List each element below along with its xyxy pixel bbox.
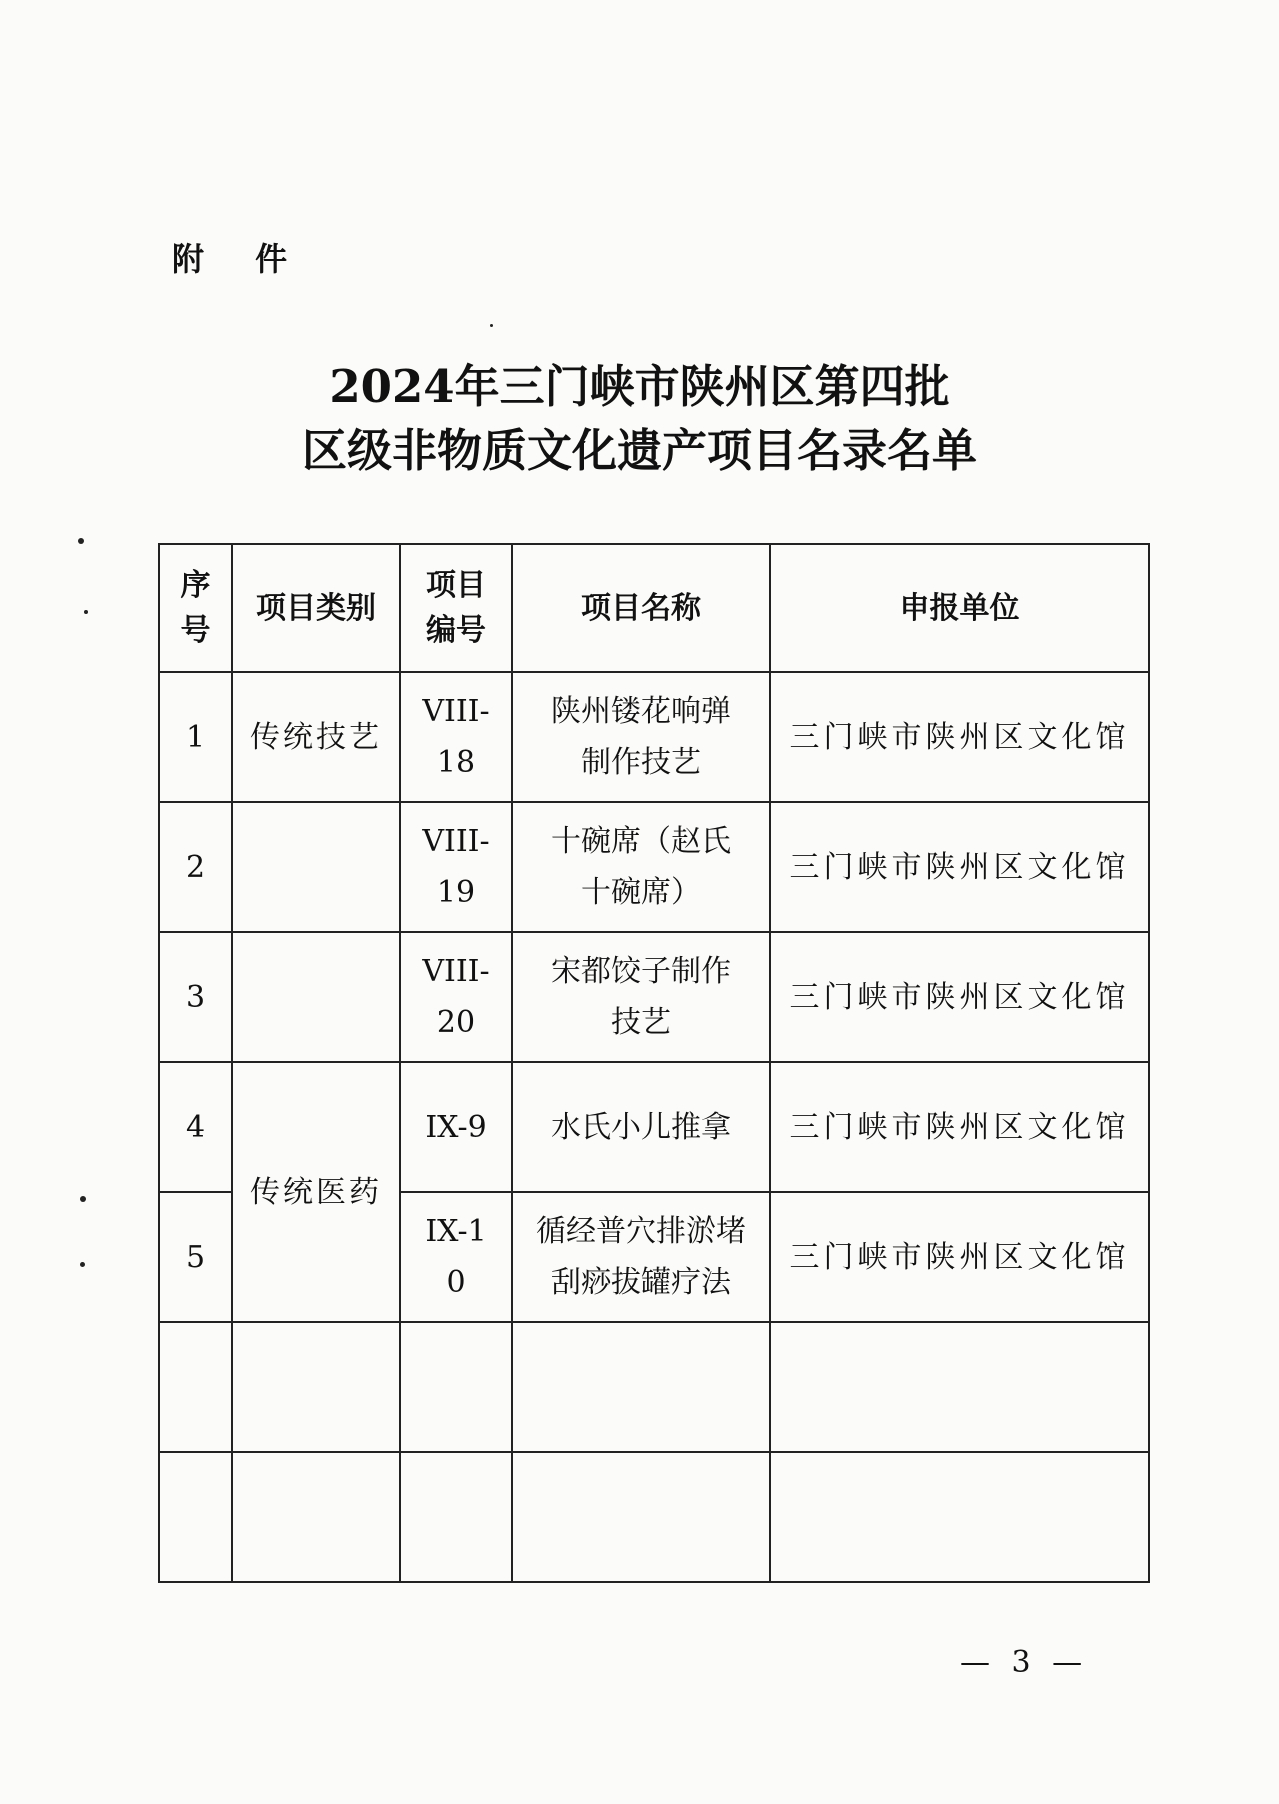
cell-unit: 三门峡市陕州区文化馆: [770, 672, 1149, 802]
cell-unit: [770, 1322, 1149, 1452]
table-row: [159, 932, 1149, 1062]
cell-seq: 4: [159, 1062, 232, 1192]
table-row: [159, 1322, 1149, 1452]
cell-code: VIII-19: [400, 802, 512, 932]
page-number: — 3 —: [960, 1645, 1089, 1680]
header-code: 项目编号: [400, 544, 512, 672]
cell-category: 传统医药: [232, 1062, 400, 1322]
table-row: [159, 1452, 1149, 1582]
cell-category: [232, 932, 400, 1062]
cell-code: IX-9: [400, 1062, 512, 1192]
cell-name: [512, 1322, 770, 1452]
cell-unit: 三门峡市陕州区文化馆: [770, 1062, 1149, 1192]
cell-category: 传统技艺: [232, 672, 400, 802]
scan-speck: [84, 610, 88, 614]
cell-seq: [159, 1452, 232, 1582]
cell-seq: [159, 1322, 232, 1452]
scan-speck: [80, 1196, 86, 1202]
cell-code: [400, 1452, 512, 1582]
table-row: [159, 672, 1149, 802]
table-row: [159, 802, 1149, 932]
scan-speck: [80, 1262, 85, 1267]
cell-code: [400, 1322, 512, 1452]
cell-seq: 1: [159, 672, 232, 802]
cell-code: VIII-20: [400, 932, 512, 1062]
header-unit: 申报单位: [770, 544, 1149, 672]
cell-category: [232, 802, 400, 932]
cell-name: [512, 1452, 770, 1582]
cell-unit: [770, 1452, 1149, 1582]
cell-unit: 三门峡市陕州区文化馆: [770, 802, 1149, 932]
attachment-label: 附 件: [172, 240, 308, 278]
heritage-project-table: [158, 543, 1150, 1583]
header-name: 项目名称: [512, 544, 770, 672]
cell-name: 十碗席（赵氏十碗席）: [512, 802, 770, 932]
page-title-line-2: 区级非物质文化遗产项目名录名单: [301, 424, 977, 477]
cell-category: [232, 1452, 400, 1582]
cell-seq: 3: [159, 932, 232, 1062]
cell-category: [232, 1322, 400, 1452]
cell-unit: 三门峡市陕州区文化馆: [770, 932, 1149, 1062]
cell-name: 陕州镂花响弹制作技艺: [512, 672, 770, 802]
scan-speck: [78, 538, 84, 544]
scan-speck: [490, 324, 493, 327]
page-title-line-1: 2024年三门峡市陕州区第四批: [329, 360, 950, 413]
cell-code: IX-10: [400, 1192, 512, 1322]
table-header-row: [159, 544, 1149, 672]
cell-code: VIII-18: [400, 672, 512, 802]
header-seq: 序号: [159, 544, 232, 672]
cell-seq: 5: [159, 1192, 232, 1322]
cell-name: 水氏小儿推拿: [512, 1062, 770, 1192]
table-row: [159, 1062, 1149, 1192]
cell-unit: 三门峡市陕州区文化馆: [770, 1192, 1149, 1322]
cell-seq: 2: [159, 802, 232, 932]
cell-name: 宋都饺子制作技艺: [512, 932, 770, 1062]
cell-name: 循经普穴排淤堵刮痧拔罐疗法: [512, 1192, 770, 1322]
header-category: 项目类别: [232, 544, 400, 672]
